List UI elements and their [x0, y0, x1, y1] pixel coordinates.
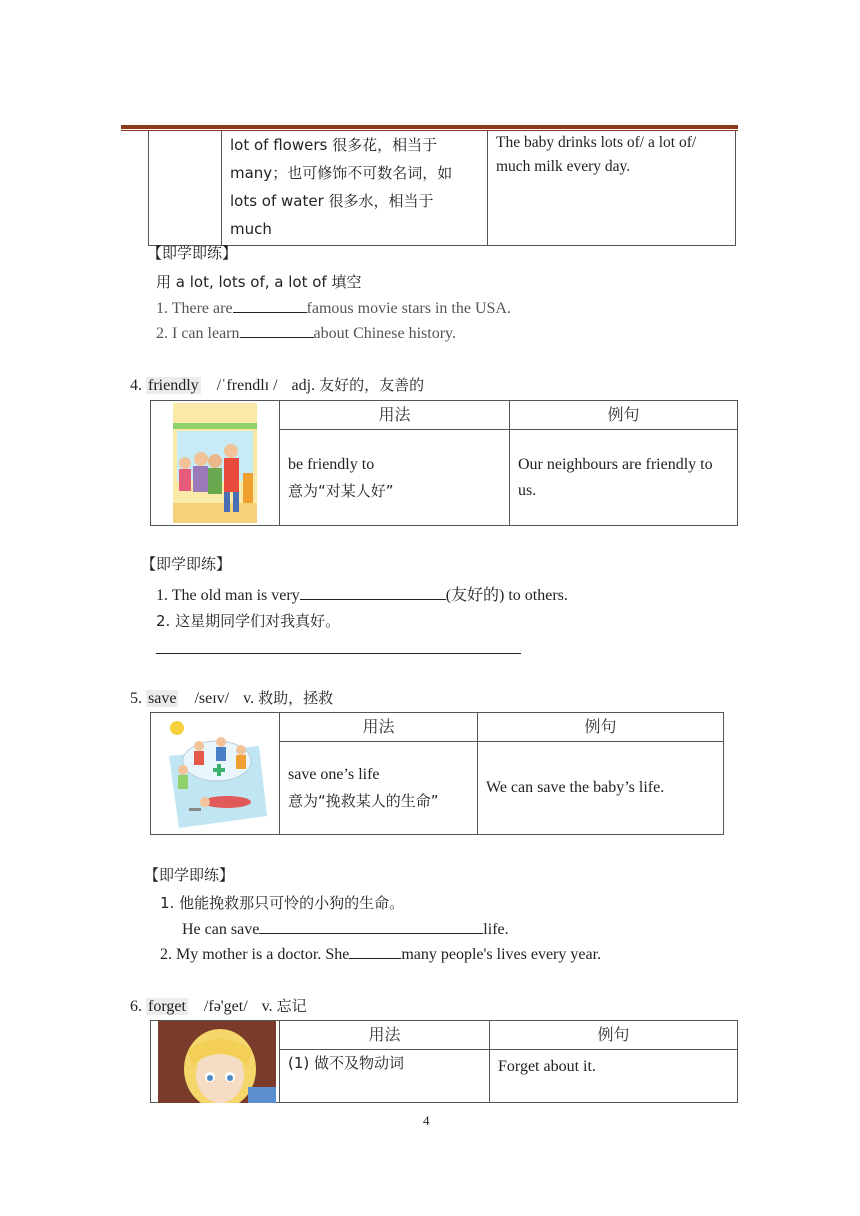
usage-cell	[280, 430, 510, 526]
example-text: Forget about it.	[498, 1058, 596, 1075]
word-heading	[130, 995, 307, 1016]
word-meaning: 友好的，友善的	[319, 376, 425, 394]
usage-line: lots of water 很多水，相当于 much	[230, 192, 434, 238]
image-cell	[151, 713, 280, 835]
answer-blank[interactable]	[259, 919, 483, 934]
example-cell	[478, 742, 724, 835]
question-1	[156, 582, 568, 605]
answer-line[interactable]	[156, 653, 521, 654]
question-2	[156, 323, 456, 343]
vocab-word: friendly	[148, 377, 199, 394]
answer-blank[interactable]	[349, 944, 401, 959]
friendly-family-image	[173, 403, 257, 523]
word-meaning: 救助，拯救	[258, 689, 334, 707]
practice-heading: 【即学即练】	[147, 244, 238, 262]
practice-heading: 【即学即练】	[141, 555, 232, 573]
phonetic: /ˈfrendlɪ /	[216, 377, 278, 394]
phonetic: /seɪv/	[194, 690, 230, 707]
question-2: 2. 这星期同学们对我真好。	[156, 612, 341, 630]
top-table-example-cell	[488, 131, 736, 246]
word6-table	[150, 1020, 738, 1103]
usage-cell	[280, 742, 478, 835]
practice-heading: 【即学即练】	[144, 866, 235, 884]
col-usage: 用法	[280, 401, 510, 430]
part-of-speech: v.	[243, 690, 255, 707]
word-heading	[130, 374, 424, 395]
answer-blank[interactable]	[233, 298, 307, 313]
forget-girl-image	[158, 1021, 276, 1103]
col-example: 例句	[478, 713, 724, 742]
q-text: life.	[483, 921, 509, 938]
answer-blank[interactable]	[300, 585, 446, 600]
q-text: many people's lives every year.	[401, 946, 602, 963]
q-text: 2. My mother is a doctor. She	[160, 946, 350, 963]
q-text: 2. I can learn	[156, 325, 240, 342]
word-meaning: 忘记	[276, 997, 307, 1015]
col-usage: 用法	[280, 1021, 490, 1050]
top-table-usage-cell	[222, 131, 488, 246]
vocab-word: forget	[148, 998, 186, 1015]
usage-text: save one’s life	[288, 766, 380, 783]
q-text: 1. The old man is very	[156, 587, 300, 604]
question-1-english	[182, 919, 509, 939]
word-number: 4.	[130, 377, 142, 394]
image-cell	[151, 401, 280, 526]
q-text: 1. There are	[156, 300, 233, 317]
word4-table	[150, 400, 738, 526]
example-text: The baby drinks lots of/ a lot of/ much milk every day.	[496, 134, 697, 175]
question-1	[156, 298, 511, 318]
vocab-word: save	[148, 690, 177, 707]
question-2	[160, 944, 601, 964]
question-1: 1. 他能挽救那只可怜的小狗的生命。	[160, 894, 405, 912]
q-text: He can save	[182, 921, 260, 938]
answer-blank[interactable]	[240, 323, 314, 338]
page-number: 4	[423, 1113, 430, 1128]
col-example: 例句	[490, 1021, 738, 1050]
part-of-speech: adj.	[291, 377, 316, 394]
example-text: Our neighbours are friendly to us.	[518, 456, 713, 499]
part-of-speech: v.	[261, 998, 273, 1015]
usage-cell	[280, 1050, 490, 1103]
phonetic: /fə'get/	[203, 998, 248, 1015]
usage-line: lot of flowers 很多花，相当于	[230, 136, 438, 154]
example-text: We can save the baby’s life.	[486, 779, 665, 796]
top-table-image-cell	[149, 131, 222, 246]
word5-table	[150, 712, 724, 835]
q-text: (友好的) to others.	[445, 587, 568, 604]
practice-instruction: 用 a lot, lots of, a lot of 填空	[156, 273, 362, 291]
usage-text: be friendly to	[288, 456, 375, 473]
save-life-image	[159, 716, 271, 830]
image-cell	[151, 1021, 280, 1103]
header-rule	[121, 125, 738, 129]
usage-text: (1) 做不及物动词	[288, 1054, 405, 1072]
usage-line: many；也可修饰不可数名词，如	[230, 164, 453, 182]
usage-meaning: 意为“挽救某人的生命”	[288, 792, 439, 810]
col-example: 例句	[510, 401, 738, 430]
example-cell	[510, 430, 738, 526]
top-table	[148, 131, 736, 246]
q-text: famous movie stars in the USA.	[306, 300, 511, 317]
word-number: 6.	[130, 998, 142, 1015]
col-usage: 用法	[280, 713, 478, 742]
q-text: about Chinese history.	[313, 325, 457, 342]
word-heading	[130, 687, 333, 708]
word-number: 5.	[130, 690, 142, 707]
usage-meaning: 意为“对某人好”	[288, 482, 394, 500]
example-cell	[490, 1050, 738, 1103]
